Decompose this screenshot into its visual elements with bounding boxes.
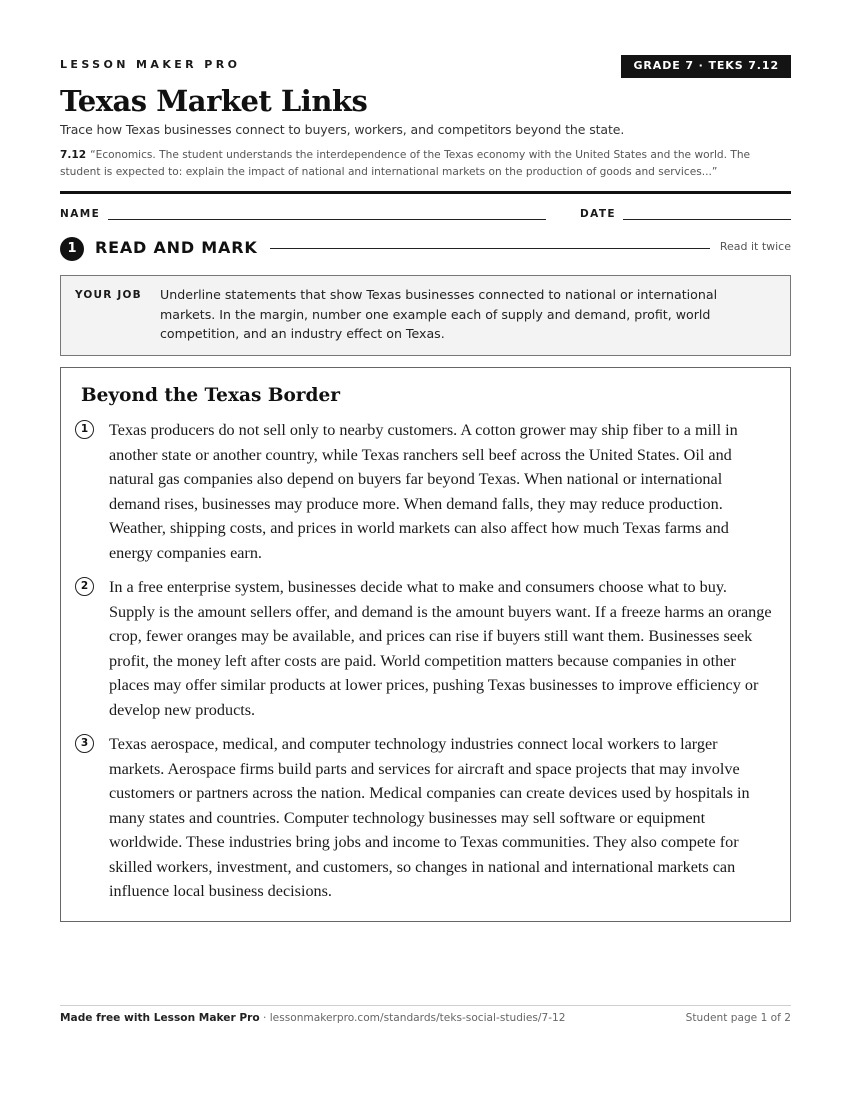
instructions-label: YOUR JOB <box>75 289 142 301</box>
date-label: DATE <box>580 208 616 220</box>
paragraph-number: 1 <box>75 420 94 439</box>
section-note: Read it twice <box>719 240 791 253</box>
section-header <box>60 236 791 260</box>
name-field[interactable] <box>108 219 546 220</box>
step-number-badge: 1 <box>60 237 84 261</box>
instructions-text: Underline statements that show Texas businesses connected to national or international markets. In the margin, number one example each of supply and demand, profit, world competition, and an industry effect on Texas. <box>160 287 718 341</box>
paragraph-text[interactable]: Texas aerospace, medical, and computer technology industries connect local workers to larger markets. Aerospace firms build parts and services for aircraft and space projects that may involve customers or partners across the nation. Medical companies can create devices used by hospitals in many states and countries. Computer technology businesses may sell software or equipment worldwide. These industries bring jobs and income to Texas communities. They also compete for skilled workers, investment, and customers, so changes in national and international markets can influence local business decisions. <box>109 735 750 900</box>
brand-name: LESSON MAKER PRO <box>60 58 241 71</box>
footer-divider <box>60 1005 791 1006</box>
standard-statement <box>60 147 780 180</box>
name-label: NAME <box>60 208 101 220</box>
section-title: READ AND MARK <box>95 238 258 257</box>
worksheet-page <box>60 0 791 1100</box>
footer-credit <box>60 1012 566 1024</box>
page-title: Texas Market Links <box>60 84 368 118</box>
paragraph-text[interactable]: In a free enterprise system, businesses decide what to make and consumers choose what to buy. Supply is the amount sellers offer, and demand is the amount buyers want. If a freeze harms an orange crop, fewer oranges may be available, and prices can rise if buyers still want them. Businesses seek profit, the money left after costs are paid. World competition matters because companies in other places may offer similar products at lower prices, pushing Texas businesses to improve efficiency or develop new products. <box>109 578 772 719</box>
standard-code: 7.12 <box>60 149 87 161</box>
page-subtitle: Trace how Texas businesses connect to buyers, workers, and competitors beyond the state. <box>60 122 625 137</box>
section-rule <box>270 248 710 249</box>
name-date-row <box>60 207 791 223</box>
footer-url[interactable]: · lessonmakerpro.com/standards/teks-social-studies/7-12 <box>259 1012 566 1024</box>
date-field[interactable] <box>623 219 791 220</box>
header-row <box>60 55 791 79</box>
paragraph-number: 2 <box>75 577 94 596</box>
paragraph-number: 3 <box>75 734 94 753</box>
footer-made-with: Made free with Lesson Maker Pro <box>60 1012 260 1024</box>
grade-badge: GRADE 7 · TEKS 7.12 <box>621 55 791 78</box>
reading-title: Beyond the Texas Border <box>81 385 340 406</box>
page-indicator: Student page 1 of 2 <box>685 1012 791 1024</box>
header-divider <box>60 191 791 194</box>
standard-text: “Economics. The student understands the interdependence of the Texas economy with the United States and the world. The student is expected to: explain the impact of national and international markets on the production of goods and services...” <box>60 149 751 178</box>
paragraph-text[interactable]: Texas producers do not sell only to nearby customers. A cotton grower may ship fiber to a mill in another state or another country, while Texas ranchers sell beef across the United States. Oil and natural gas companies also depend on buyers far beyond Texas. When national or international demand rises, businesses may produce more. When demand falls, they may reduce production. Weather, shipping costs, and prices in world markets can also affect how much Texas farms and energy companies earn. <box>109 421 738 562</box>
instructions-box <box>60 275 791 356</box>
reading-passage <box>60 367 791 922</box>
